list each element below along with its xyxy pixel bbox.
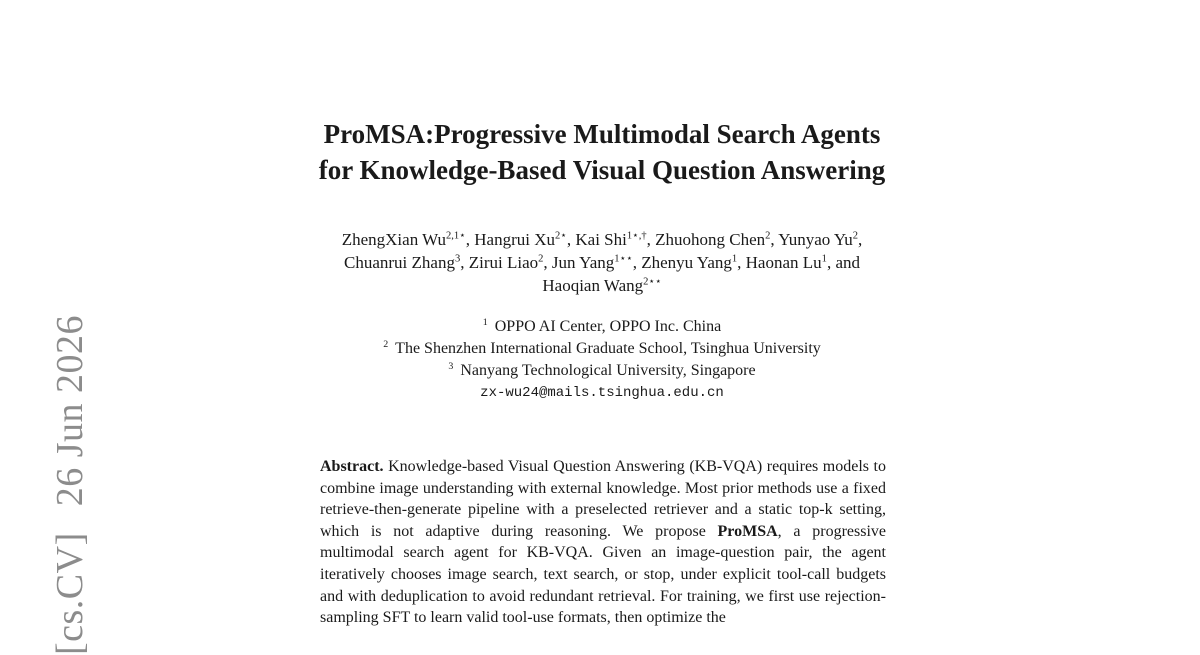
arxiv-category: [cs.CV] — [49, 532, 91, 655]
author-name: Haoqian Wang — [542, 276, 644, 295]
author-mark: 2 — [852, 230, 859, 242]
author-name: Yunyao Yu — [778, 230, 853, 249]
author-name: Kai Shi — [575, 230, 627, 249]
author-name: Zhenyu Yang — [641, 253, 732, 272]
author-sep: , — [737, 253, 746, 272]
author-mark: 3 — [454, 253, 461, 265]
author-name: Zhuohong Chen — [655, 230, 766, 249]
author-name: Haonan Lu — [745, 253, 822, 272]
affiliation-text: OPPO AI Center, OPPO Inc. China — [494, 318, 722, 335]
author-name: Zirui Liao — [468, 253, 539, 272]
author-name: Hangrui Xu — [474, 230, 556, 249]
author-mark: 1⋆,† — [626, 230, 647, 242]
author-sep: , — [632, 253, 642, 272]
author-sep: , — [543, 253, 552, 272]
abstract-text: Knowledge-based Visual Question Answering (KB-VQA) requires models to combine image understanding with external knowledge. Most prior methods use a fixed retrieve-then-generate pipeline with a preselected retriever and a static top-k setting, which is not adaptive during reasoning. We propose — [320, 458, 886, 540]
affiliation-item — [250, 360, 954, 382]
title-line-1: ProMSA:Progressive Multimodal Search Agents — [323, 119, 881, 149]
author-list — [250, 228, 954, 297]
affiliation-list — [250, 316, 954, 404]
author-mark: 2⋆⋆ — [643, 276, 662, 288]
author-sep: , — [566, 230, 576, 249]
author-line-1 — [250, 228, 954, 251]
contact-email: zx-wu24@mails.tsinghua.edu.cn — [480, 385, 724, 401]
author-name: ZhengXian Wu — [341, 230, 447, 249]
affiliation-text: Nanyang Technological University, Singapore — [460, 362, 756, 379]
abstract-method-name: ProMSA — [717, 522, 778, 540]
author-mark: 1⋆⋆ — [614, 253, 633, 265]
arxiv-sidebar-stamp — [48, 315, 92, 655]
author-sep: , — [858, 230, 863, 249]
author-sep: , — [465, 230, 475, 249]
affiliation-item — [250, 338, 954, 360]
author-mark: 1 — [731, 253, 738, 265]
author-mark: 1 — [821, 253, 827, 265]
author-name: Jun Yang — [551, 253, 615, 272]
author-line-2 — [250, 251, 954, 274]
title-line-2: for Knowledge-Based Visual Question Answering — [318, 155, 886, 185]
author-sep: , and — [826, 253, 860, 272]
affiliation-mark: 2 — [383, 338, 389, 350]
author-line-3 — [250, 274, 954, 297]
author-name: Chuanrui Zhang — [344, 253, 455, 272]
affiliation-item — [250, 316, 954, 338]
author-mark: 2 — [538, 253, 544, 265]
abstract-text: , a progressive multimodal search agent for KB-VQA. Given an image-question pair, the agent iteratively chooses image search, text search, or stop, under explicit tool-call budgets and with deduplication to avoid redundant retrieval. For training, we first use rejection-sampling SFT to learn valid tool-use formats, then optimize the — [320, 522, 886, 627]
author-mark: 2,1⋆ — [446, 230, 466, 242]
abstract — [320, 456, 886, 629]
author-sep: , — [770, 230, 779, 249]
arxiv-date: 26 Jun 2026 — [49, 314, 91, 507]
paper-title — [250, 116, 954, 188]
affiliation-mark: 1 — [482, 316, 488, 328]
author-mark: 2 — [765, 230, 771, 242]
abstract-label: Abstract. — [320, 458, 384, 475]
author-mark: 2⋆ — [555, 230, 567, 242]
affiliation-text: The Shenzhen International Graduate School, Tsinghua University — [395, 340, 821, 357]
author-sep: , — [646, 230, 656, 249]
affiliation-mark: 3 — [448, 360, 454, 372]
author-sep: , — [460, 253, 469, 272]
